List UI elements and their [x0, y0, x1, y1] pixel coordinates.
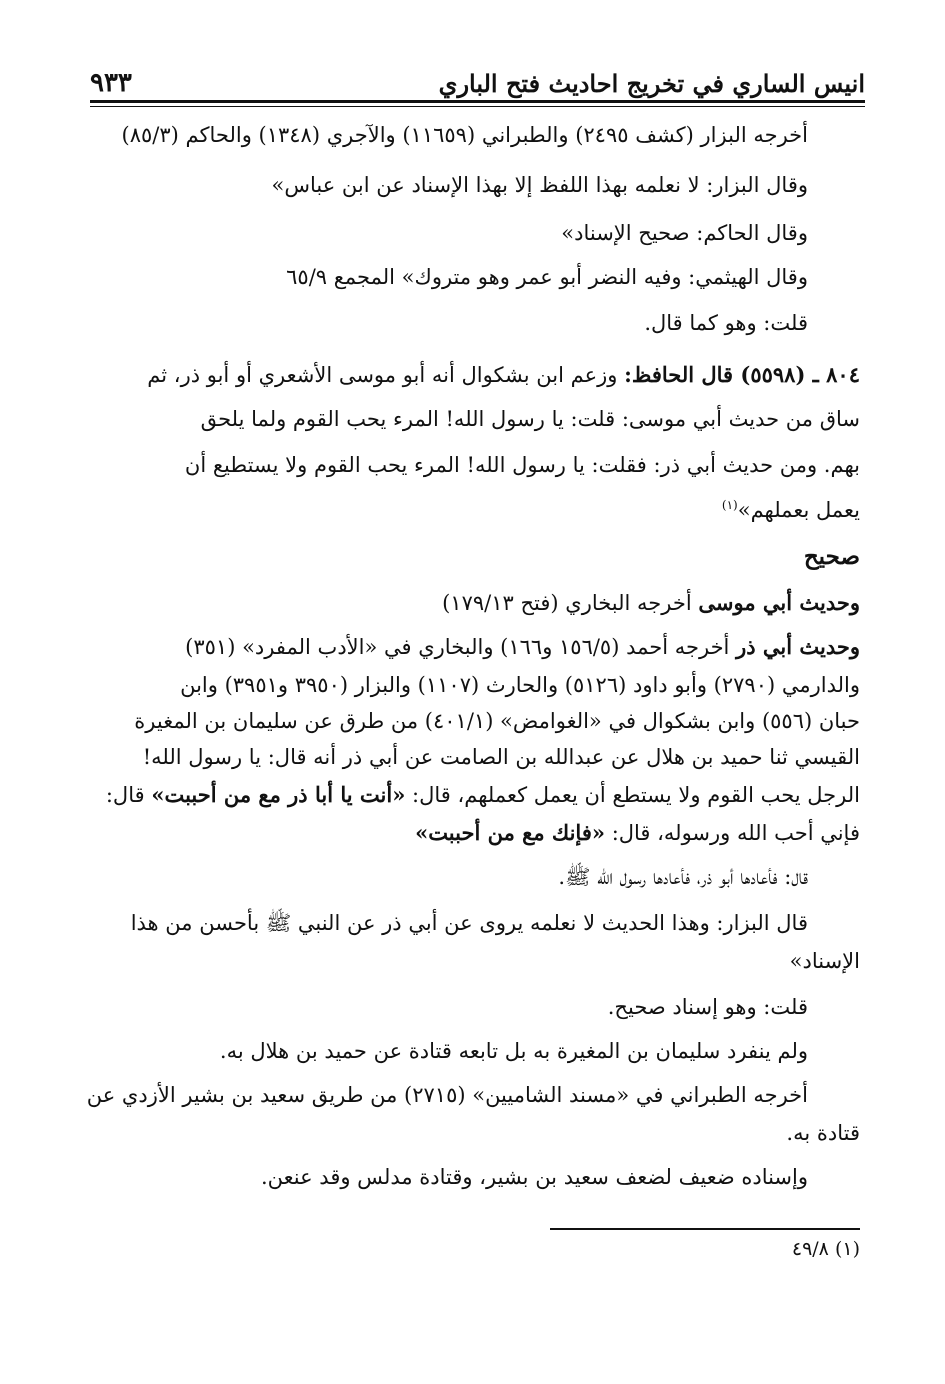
footnote-marker: (١) [721, 498, 738, 512]
page-header [90, 58, 865, 98]
footnote-rule [550, 1228, 860, 1230]
text-line-21 [608, 992, 808, 1022]
text-line-12 [185, 632, 860, 662]
line-20-text: الإسناد» [789, 949, 860, 973]
grade-heading [804, 542, 860, 572]
grade-text: صحيح [803, 543, 860, 570]
text-line-5 [644, 308, 808, 338]
text-line-17 [415, 818, 860, 848]
line-15-text: القيسي ثنا حميد بن هلال عن عبدالله بن الصامت عن أبي ذر أنه قال: يا رسول الله! [142, 745, 860, 769]
text-line-19 [131, 908, 808, 938]
text-line-23 [87, 1080, 808, 1110]
text-line-3 [561, 218, 808, 248]
header-rule-thick [90, 100, 865, 103]
line-14-text: حبان (٥٥٦) وابن بشكوال في «الغوامض» (٤٠١/١) من طرق عن سليمان بن المغيرة [134, 709, 860, 733]
running-title: انيس الساري في تخريج احاديث فتح الباري [438, 69, 865, 98]
text-line-25 [261, 1162, 808, 1192]
line-4-text: وقال الهيثمي: وفيه النضر أبو عمر وهو متروك» المجمع ٦٥/٩ [286, 265, 808, 289]
line-18-text: قال: فأعادها أبو ذر، فأعادها رسول الله ﷺ. [558, 865, 808, 889]
line-11-bold: وحديث أبي موسى [698, 590, 860, 615]
text-line-13 [180, 670, 860, 700]
hadith-heading-line [147, 360, 860, 390]
text-line-14 [134, 706, 860, 736]
line-1-text: أخرجه البزار (كشف ٢٤٩٥) والطبراني (١١٦٥٩) والآجري (١٣٤٨) والحاكم (٨٥/٣) [121, 123, 808, 147]
line-12-bold: وحديث أبي ذر [736, 634, 860, 659]
line-16-b: قال: [105, 783, 145, 807]
line-2-text: وقال البزار: لا نعلمه بهذا اللفظ إلا بهذا الإسناد عن ابن عباس» [271, 173, 808, 197]
text-line-22 [220, 1036, 808, 1066]
line-16-bold: «أنت يا أبا ذر مع من أحببت» [151, 782, 406, 807]
footnote: (١) ٤٩/٨ [791, 1238, 860, 1260]
line-5-text: قلت: وهو كما قال. [644, 311, 808, 335]
line-12-rest: أخرجه أحمد (١٥٦/٥ و١٦٦) والبخاري في «الأدب المفرد» (٣٥١) [185, 635, 730, 659]
line-17-bold: «فإنك مع من أحببت» [415, 820, 605, 845]
line-7-text: ساق من حديث أبي موسى: قلت: يا رسول الله! المرء يحب القوم ولما يلحق [200, 407, 860, 431]
page-number: ٩٣٣ [90, 68, 132, 98]
line-22-text: ولم ينفرد سليمان بن المغيرة به بل تابعه قتادة عن حميد بن هلال به. [219, 1039, 808, 1063]
text-line-20 [790, 946, 860, 976]
line-17-a: فإني أحب الله ورسوله، قال: [611, 821, 860, 845]
text-line-9 [722, 490, 860, 525]
line-8-text: بهم. ومن حديث أبي ذر: فقلت: يا رسول الله! المرء يحب القوم ولا يستطيع أن [184, 453, 860, 477]
text-line-15 [143, 742, 860, 772]
text-line-16 [106, 780, 860, 810]
line-16-a: الرجل يحب القوم ولا يستطع أن يعمل كعملهم، قال: [412, 783, 860, 807]
text-line-1 [103, 120, 808, 150]
text-line-8 [185, 450, 860, 480]
line-21-text: قلت: وهو إسناد صحيح. [607, 995, 808, 1019]
line-25-text: وإسناده ضعيف لضعف سعيد بن بشير، وقتادة مدلس وقد عنعن. [260, 1165, 808, 1189]
text-line-18 [558, 862, 808, 892]
text-line-7 [201, 404, 860, 434]
line-11-rest: أخرجه البخاري (فتح ١٧٩/١٣) [442, 591, 692, 615]
line-9-text: يعمل بعملهم» [737, 498, 860, 522]
header-rule-thin [90, 106, 865, 107]
text-line-11 [442, 588, 860, 618]
hadith-heading-rest: وزعم ابن بشكوال أنه أبو موسى الأشعري أو أبو ذر، ثم [147, 363, 618, 387]
line-3-text: وقال الحاكم: صحيح الإسناد» [561, 221, 808, 245]
line-19-text: قال البزار: وهذا الحديث لا نعلمه يروى عن أبي ذر عن النبي ﷺ بأحسن من هذا [130, 911, 808, 935]
text-line-4 [286, 262, 808, 292]
line-13-text: والدارمي (٢٧٩٠) وأبو داود (٥١٢٦) والحارث (١١٠٧) والبزار (٣٩٥٠ و٣٩٥١) وابن [180, 673, 860, 697]
text-line-2 [271, 170, 808, 200]
line-24-text: قتادة به. [786, 1121, 860, 1145]
line-23-text: أخرجه الطبراني في «مسند الشاميين» (٢٧١٥) من طريق سعيد بن بشير الأزدي عن [86, 1083, 808, 1107]
text-line-24 [786, 1118, 860, 1148]
hadith-number: ٨٠٤ ـ (٥٥٩٨) قال الحافظ: [624, 362, 860, 387]
